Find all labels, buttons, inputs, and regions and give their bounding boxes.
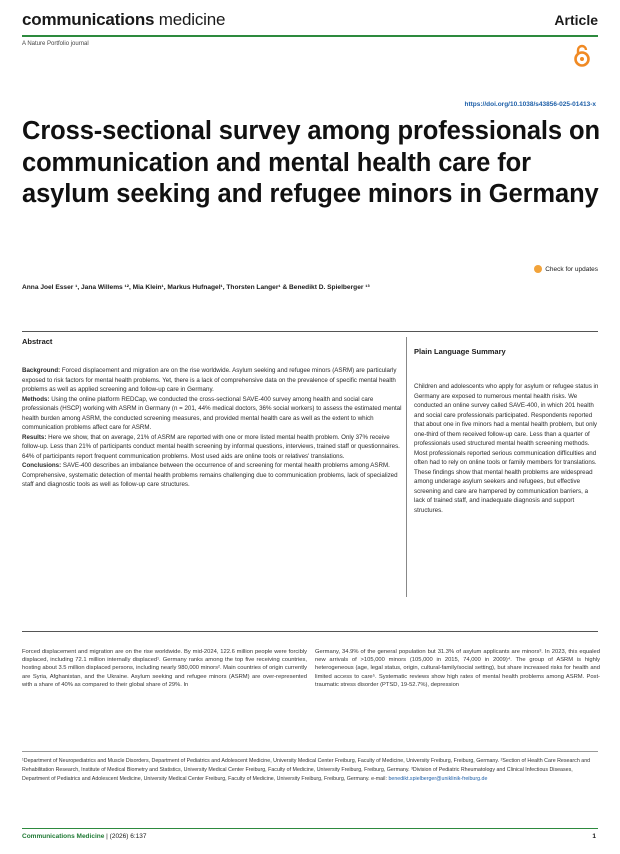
check-updates-label: Check for updates (545, 265, 598, 273)
abstract-bottom-rule (22, 631, 598, 632)
doi-link[interactable]: https://doi.org/10.1038/s43856-025-01413-x (464, 101, 596, 108)
open-access-icon (572, 44, 592, 68)
author-list: Anna Joel Esser ¹, Jana Willems ¹², Mia Klein¹, Markus Hufnagel¹, Thorsten Langer¹ & Benedikt D. Spielberger ¹³ (22, 284, 370, 291)
abstract-body (22, 366, 402, 490)
corresponding-email-link[interactable]: benedikt.spielberger@uniklinik-freiburg.de (388, 775, 488, 782)
plain-summary-heading: Plain Language Summary (414, 347, 506, 356)
abstract-top-rule (22, 331, 598, 332)
footer-divider (22, 828, 598, 829)
footnote-rule (22, 751, 598, 752)
abstract-heading: Abstract (22, 337, 53, 346)
abstract-methods: Methods: Using the online platform REDCap, we conducted the cross-sectional SAVE-400 survey among health and social care professionals (HSCP) working with ASRM in Germany (n = 201, 44% medical doctors, 36% social workers) to assess the estimated mental health burden among ASRM, the conducted screening measures, and provided mental health care as well as the extent to which communication problems affect care for ASRM. (22, 395, 402, 431)
abstract-conclusions: Conclusions: SAVE-400 describes an imbalance between the occurrence of and screening for mental health problems among ASRM. Comprehensive, systematic detection of mental health problems remains challenging due to communication problems, lack of specialized staff and diagnostic tools as well as follow-up care structures. (22, 462, 398, 488)
plain-summary-body: Children and adolescents who apply for asylum or refugee status in Germany are exposed to numerous mental health risks. We conducted an online survey called SAVE-400, in which 201 health and social care professionals participated. Respondents reported that about one in five minors had a mental health problem, but only one-third of them received follow-up care. Less than a quarter of professionals used structured mental health screening methods. Most professionals reported serious communication difficulties and often had to rely on online tools or family members for translations. These findings show that mental health problems are widespread among underage asylum seekers and refugees, but effective screening and care are hampered by communication barriers, a lack of trained staff, and inadequate diagnosis and support structures. (414, 383, 599, 514)
body-text-left: Forced displacement and migration are on the rise worldwide. By mid-2024, 122.6 million people were forcibly displaced, including 72.1 million internally displaced¹. Germany ranks among the top five receiving countries, hosting about 3.5 million displaced persons, including nearly 980,000 minors². Main countries of origin currently are Syria, Afghanistan, and the Ukraine. Asylum seeking and refugee minors (ASRM) are over-represented with a share of 40% as compared to their global share of 29%. In (22, 649, 307, 688)
abstract-results: Results: Here we show, that on average, 21% of ASRM are reported with one or more listed mental health problem. Only 37% receive follow-up. Less than 21% of participants conduct mental health screening by informal questions, interviews, trained staff or questionnaires. 64% of participants report frequent communication problems. Most used aids are online tools or relatives' translations. (22, 433, 400, 460)
article-type-label: Article (554, 12, 598, 28)
footer-citation: Communications Medicine | (2026) 6:137 (22, 833, 147, 840)
body-text-right: Germany, 34.9% of the general population but 31.3% of asylum applicants are minors³. In 2023, this equaled new arrivals of >105,000 minors (105,000 in 2015, 74,000 in 2009)⁴. The group of ASRM is highly heterogeneous (age, legal status, origin, cultural-family/social setting), but share increased risks for health and limited access to care⁵. Systematic reviews show high rates of mental health problems among ASRM. Post-traumatic stress disorder (PTSD, 19-52.7%), depression (315, 649, 600, 688)
journal-subtitle: A Nature Portfolio journal (22, 41, 89, 47)
journal-header (22, 10, 598, 32)
check-updates-icon (534, 265, 542, 273)
header-divider (22, 35, 598, 37)
page-number: 1 (592, 833, 596, 840)
column-divider (406, 337, 407, 597)
abstract-background: Background: Forced displacement and migration are on the rise worldwide. Asylum seeking and refugee minors (ASRM) are particularly exposed to risk factors for mental health problems. Yet, there is a lack of comprehensive data on the prevalence of specific mental health problems as well as applied screening and follow-up care in Germany. (22, 367, 397, 393)
journal-name[interactable]: communications medicine (22, 10, 226, 29)
article-title: Cross-sectional survey among professionals on communication and mental health care for asylum seeking and refugee minors in Germany (22, 117, 600, 208)
affiliations-footnote: ¹Department of Neuropediatrics and Muscle Disorders, Department of Pediatrics and Adolescent Medicine, University Medical Center Freiburg, Faculty of Medicine, University Freiburg, Freiburg, Germany. ²Section of Health Care Research and Rehabilitation Research, Institute of Medical Biometry and Statistics, University Medical Center Freiburg, Faculty of Medicine, University Freiburg, Freiburg, Germany. ³Division of Pediatric Rheumatology and Clinical Infectious Diseases, Department of Pediatrics and Adolescent Medicine, University Medical Center Freiburg, Faculty of Medicine, University Freiburg, Freiburg, Germany. e-mail: benedikt.spielberger@uniklinik-freiburg.de (22, 758, 591, 782)
check-for-updates-button[interactable] (534, 265, 598, 273)
